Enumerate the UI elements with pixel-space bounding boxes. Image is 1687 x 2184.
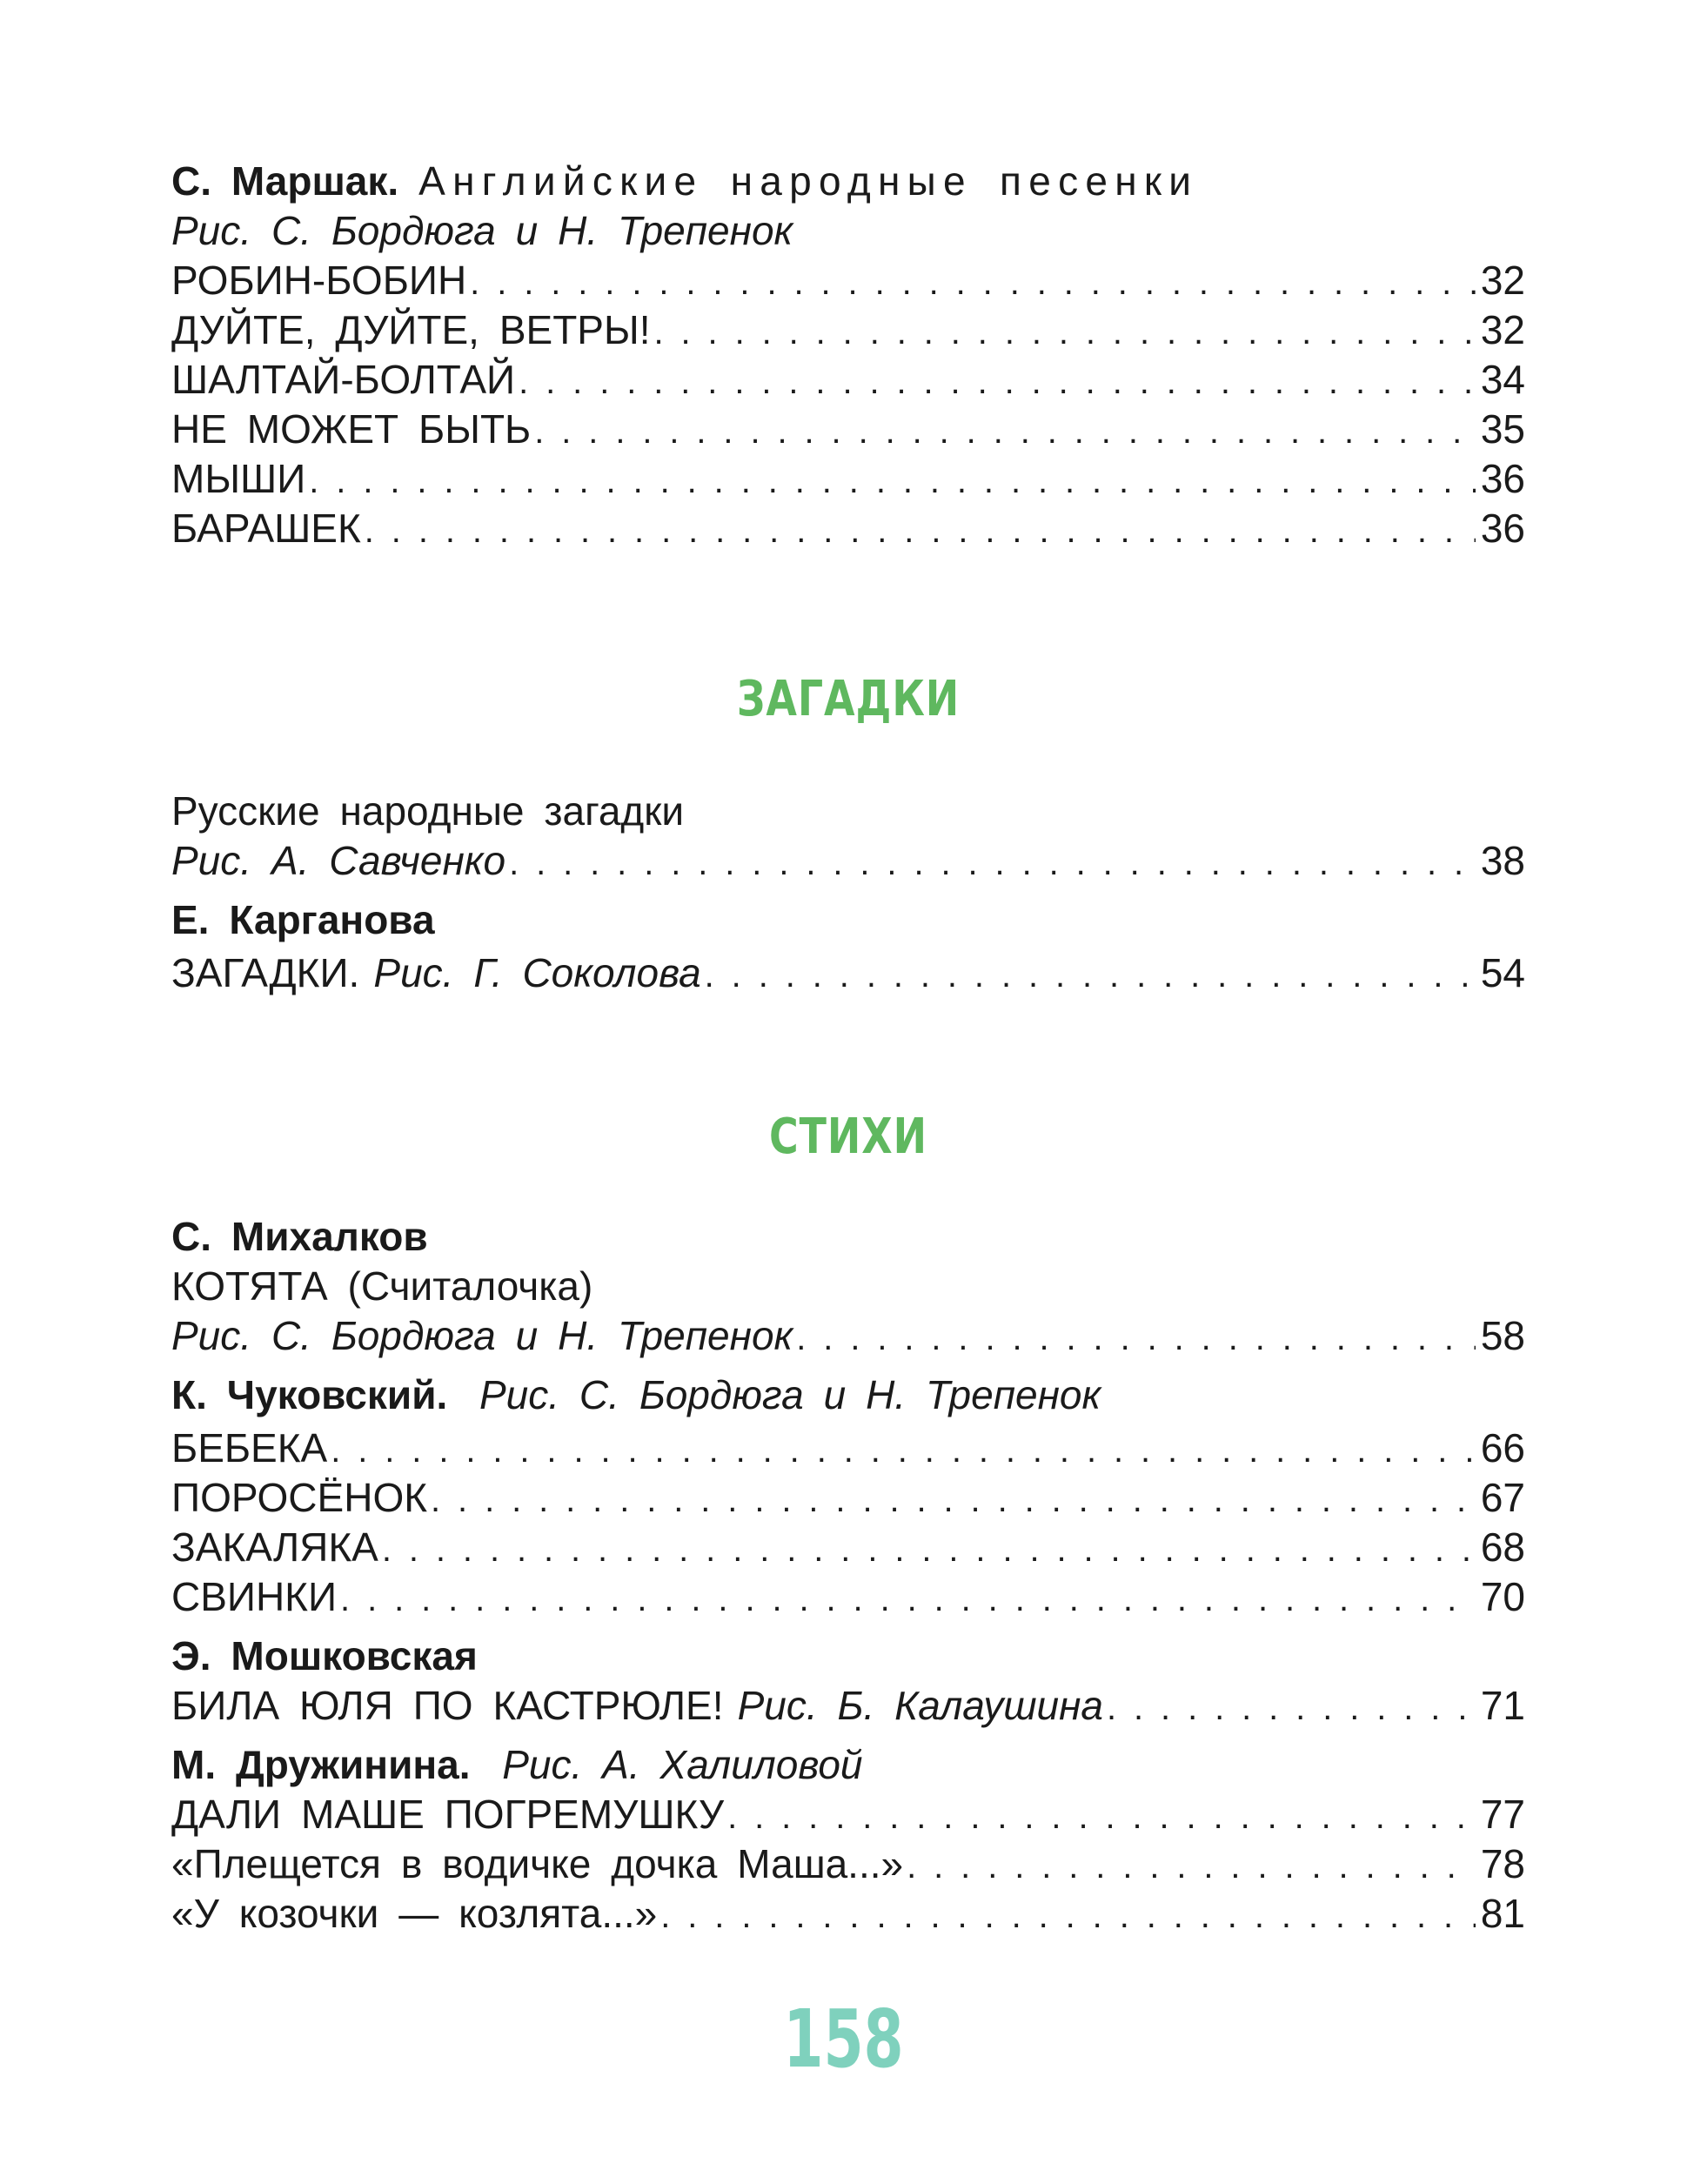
- toc-entry: [171, 305, 1525, 355]
- poem-title: КОТЯТА (Считалочка): [171, 1263, 593, 1309]
- dot-leader: [361, 506, 1476, 556]
- toc-entry: [171, 836, 1525, 886]
- author-name: С. Михалков: [171, 1214, 428, 1259]
- toc-entry-label: ДУЙТЕ, ДУЙТЕ, ВЕТРЫ!: [171, 307, 651, 352]
- toc-entry: [171, 1889, 1525, 1939]
- entry-illustrator: Рис. Б. Калаушина: [737, 1683, 1103, 1728]
- toc-entry-label: ЗАКАЛЯКА: [171, 1524, 378, 1570]
- toc-entry-label: [171, 948, 701, 998]
- toc-author-line: [171, 1370, 1525, 1420]
- toc-entry-page: 58: [1480, 1313, 1525, 1358]
- collection-title: Английские народные песенки: [418, 158, 1199, 204]
- folk-riddles-title: Русские народные загадки: [171, 788, 685, 834]
- toc-entry-page: 36: [1480, 506, 1525, 551]
- toc-entry-page: 77: [1480, 1792, 1525, 1837]
- section-title-riddles: ЗАГАДКИ: [736, 671, 961, 727]
- toc-entry: [171, 1572, 1525, 1622]
- page-number: 158: [783, 1993, 904, 2086]
- dot-leader: [701, 951, 1476, 1001]
- toc-entry-label: ДАЛИ МАШЕ ПОГРЕМУШКУ: [171, 1792, 725, 1837]
- toc-entry-label: НЕ МОЖЕТ БЫТЬ: [171, 406, 532, 452]
- illustrators-line: Рис. А. Халиловой: [502, 1742, 863, 1787]
- toc-entry: [171, 1681, 1525, 1731]
- toc-entry-page: 34: [1480, 357, 1525, 402]
- author-name: Э. Мошковская: [171, 1633, 478, 1678]
- toc-entry-label: ПОРОСЁНОК: [171, 1475, 428, 1520]
- toc-entry-label: Рис. А. Савченко: [171, 838, 506, 883]
- author-name: К. Чуковский.: [171, 1372, 448, 1417]
- dot-leader: [724, 1792, 1476, 1842]
- dot-leader: [378, 1525, 1476, 1575]
- toc-entry-page: 32: [1480, 258, 1525, 303]
- toc-entry-label: Рис. С. Бордюга и Н. Трепенок: [171, 1313, 793, 1358]
- toc-entry: [171, 1839, 1525, 1889]
- toc-entry-page: 81: [1480, 1891, 1525, 1936]
- dot-leader: [531, 407, 1476, 457]
- table-of-contents: [171, 157, 1525, 1939]
- toc-entry-page: 32: [1480, 307, 1525, 352]
- toc-entry-label: «У козочки — козлята...»: [171, 1891, 658, 1936]
- dot-leader: [327, 1426, 1476, 1476]
- toc-entry: [171, 1473, 1525, 1523]
- toc-entry-label: БЕБЕКА: [171, 1425, 328, 1471]
- entry-title: ЗАГАДКИ.: [171, 950, 360, 995]
- toc-entry-page: 67: [1480, 1475, 1525, 1520]
- toc-entry: [171, 1424, 1525, 1473]
- dot-leader: [427, 1476, 1476, 1525]
- toc-entry: [171, 1311, 1525, 1361]
- dot-leader: [305, 457, 1476, 506]
- dot-leader: [337, 1575, 1476, 1625]
- toc-entry-label: [171, 1681, 1103, 1731]
- toc-entry-page: 54: [1480, 950, 1525, 995]
- toc-author-line: [171, 1740, 1525, 1790]
- entry-title: БИЛА ЮЛЯ ПО КАСТРЮЛЕ!: [171, 1683, 724, 1728]
- toc-entry: [171, 1790, 1525, 1839]
- illustrators-line: Рис. С. Бордюга и Н. Трепенок: [479, 1372, 1101, 1417]
- toc-entry-page: 70: [1480, 1574, 1525, 1619]
- dot-leader: [1103, 1684, 1476, 1733]
- dot-leader: [657, 1892, 1476, 1941]
- toc-entry-label: РОБИН-БОБИН: [171, 258, 467, 303]
- toc-entry: [171, 256, 1525, 305]
- toc-entry-page: 38: [1480, 838, 1525, 883]
- author-name: М. Дружинина.: [171, 1742, 471, 1787]
- toc-entry-label: СВИНКИ: [171, 1574, 338, 1619]
- toc-entry-page: 35: [1480, 406, 1525, 452]
- toc-entry: [171, 454, 1525, 504]
- author-name: С. Маршак.: [171, 158, 399, 204]
- toc-entry-page: 68: [1480, 1524, 1525, 1570]
- dot-leader: [466, 258, 1476, 308]
- author-name: Е. Карганова: [171, 897, 435, 942]
- toc-entry: [171, 405, 1525, 454]
- dot-leader: [650, 308, 1475, 358]
- toc-entry-page: 78: [1480, 1841, 1525, 1886]
- toc-entry: [171, 355, 1525, 405]
- dot-leader: [903, 1842, 1476, 1892]
- toc-entry-label: ШАЛТАЙ-БОЛТАЙ: [171, 357, 516, 402]
- toc-author-line: [171, 157, 1525, 206]
- toc-entry-page: 71: [1480, 1683, 1525, 1728]
- dot-leader: [515, 358, 1476, 407]
- toc-entry-label: БАРАШЕК: [171, 506, 361, 551]
- illustrators-line: Рис. С. Бордюга и Н. Трепенок: [171, 208, 793, 253]
- toc-entry-label: МЫШИ: [171, 456, 306, 501]
- toc-entry-page: 66: [1480, 1425, 1525, 1471]
- entry-illustrator: Рис. Г. Соколова: [373, 950, 701, 995]
- dot-leader: [505, 839, 1476, 888]
- toc-entry-page: 36: [1480, 456, 1525, 501]
- toc-entry: [171, 948, 1525, 998]
- dot-leader: [793, 1314, 1476, 1363]
- toc-entry-label: «Плещется в водичке дочка Маша...»: [171, 1841, 904, 1886]
- toc-entry: [171, 1523, 1525, 1572]
- section-title-poems: СТИХИ: [769, 1109, 927, 1165]
- toc-entry: [171, 504, 1525, 553]
